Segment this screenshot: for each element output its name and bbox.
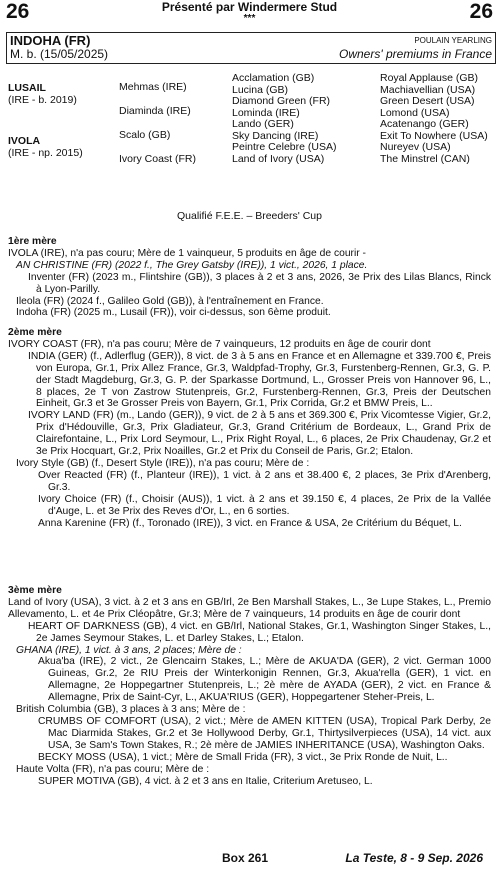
produce-line: HEART OF DARKNESS (GB), 4 vict. en GB/Irl, National Stakes, Gr.1, Washington Singer Stakes, L., 2e James Seymour Stakes, L. et Darley Stakes, L.; Etalon.	[28, 620, 491, 644]
produce-line: AN CHRISTINE (FR) (2022 f., The Grey Gatsby (IRE)), 1 vict., 2026, 1 place.	[16, 259, 368, 271]
lot-number-left: 26	[6, 0, 30, 23]
horse-name: INDOHA (FR)	[10, 33, 91, 48]
gen4-column	[380, 73, 488, 165]
produce-line: Ileola (FR) (2024 f., Galileo Gold (GB)), à l'entraînement en France.	[16, 295, 324, 307]
gen3-entry: Diamond Green (FR)	[232, 95, 331, 107]
gen2-dam-dam: Ivory Coast (FR)	[119, 153, 197, 165]
third-dam-section	[8, 585, 491, 787]
lot-number-right: 26	[469, 0, 493, 23]
gen4-entry: Exit To Nowhere (USA)	[380, 129, 488, 142]
gen4-entry: Green Desert (USA)	[380, 95, 475, 107]
gen4-entry: Acatenango (GER)	[380, 118, 469, 130]
produce-line: BECKY MOSS (USA), 1 vict.; Mère de Small Frida (FR), 3 vict., 3e Prix Ronde de Nuit, L..	[38, 751, 448, 763]
gen2-sire-sire: Mehmas (IRE)	[119, 81, 187, 93]
gen4-entry: The Minstrel (CAN)	[380, 152, 470, 165]
produce-line: SUPER MOTIVA (GB), 4 vict. à 2 et 3 ans en Italie, Criterium Aretuseo, L.	[38, 775, 373, 787]
produce-line: GHANA (IRE), 1 vict. à 3 ans, 2 places; Mère de :	[16, 644, 242, 656]
gen3-entry: Lando (GER)	[232, 118, 294, 130]
produce-line: Anna Karenine (FR) (f., Toronado (IRE)), 3 vict. en France & USA, 2e Critérium du Béquet, L.	[38, 517, 462, 529]
gen4-entry: Lomond (USA)	[380, 106, 450, 119]
identity-box	[6, 32, 496, 64]
qualification: Qualifié F.E.E. – Breeders' Cup	[177, 210, 322, 222]
dam-block	[8, 136, 83, 159]
first-dam-heading: 1ère mère	[8, 236, 57, 247]
second-dam-section	[8, 327, 491, 529]
dam-line: IVOLA (IRE), n'a pas couru; Mère de 1 vainqueur, 5 produits en âge de courir -	[8, 247, 366, 259]
third-dam-heading: 3ème mère	[8, 585, 62, 596]
gen3-column	[232, 73, 336, 165]
produce-line: Indoha (FR) (2025 m., Lusail (FR)), voir ci-dessus, son 6ème produit.	[16, 307, 331, 319]
produce-line: British Columbia (GB), 3 places à 3 ans; Mère de :	[16, 704, 246, 716]
sire-name: LUSAIL	[8, 82, 46, 94]
gen3-entry: Acclamation (GB)	[232, 72, 315, 84]
dam-name: IVOLA	[8, 135, 41, 147]
produce-line: Akua'ba (IRE), 2 vict., 2e Glencairn Stakes, L.; Mère de AKUA'DA (GER), 2 vict. German 1000 Guineas, Gr.2, 2e RIU Preis der Winterkonigin Rennen, Gr.3, Akua'rella (GER), 1 vict. en Allemagne, 2e Hoppegartner Stutenpreis, L.; 2è mère de AYADA (GER), 2 vict. en France & Allemagne, Prix de Saint-Cyr, L., AKUA'RIUS (GER), Hoppegartener Steher-Preis, L.	[38, 656, 491, 704]
gen3-entry: Sky Dancing (IRE)	[232, 129, 319, 142]
gen3-entry: Peintre Celebre (USA)	[232, 141, 337, 153]
horse-type: POULAIN YEARLING	[414, 36, 492, 45]
gen2-sire-dam: Diaminda (IRE)	[119, 105, 191, 117]
dam-line: IVORY COAST (FR), n'a pas couru; Mère de 7 vainqueurs, 12 produits en âge de courir dont	[8, 338, 431, 350]
dam-line: Land of Ivory (USA), 3 vict. à 2 et 3 ans en GB/Irl, 2e Ben Marshall Stakes, L., 3e Lupe Stakes, L., Premio Allevamento, L. et 4e Prix Cléopâtre, Gr.3; Mère de 7 vainqueurs, 14 produits en âge de courir dont	[8, 596, 491, 620]
gen3-entry: Lominda (IRE)	[232, 106, 300, 119]
second-dam-heading: 2ème mère	[8, 327, 62, 338]
owners-premium: Owners' premiums in France	[339, 47, 492, 61]
gen3-entry: Lucina (GB)	[232, 83, 289, 96]
birth-info: M. b. (15/05/2025)	[10, 47, 109, 61]
gen4-entry: Machiavellian (USA)	[380, 83, 476, 96]
produce-line: CRUMBS OF COMFORT (USA), 2 vict.; Mère de AMEN KITTEN (USA), Tropical Park Derby, 2e Mac Diarmida Stakes, Gr.2 et 3e Hollywood Derby, Gr.1, Thirtysilverpieces (USA), 14 vict. aux USA, 3e Sam's Town Stakes, R.; 2è mère de JAMIES INHERITANCE (USA), Washington Oaks.	[38, 715, 491, 751]
produce-line: INDIA (GER) (f., Adlerflug (GER)), 8 vict. de 3 à 5 ans en France et en Allemagne et 339.700 €, Preis von Europa, Gr.1, Prix Allez France, Gr.3, Waldpfad-Trophy, Gr.3, Furstenberg-Rennen, Gr.3, G. P. der Stadt Magdeburg, Gr.3, G. P. der Sparkasse Dortmund, L., Grosser Preis von Hannover 96, L., 8 places, 2e T von Zastrow Stutenpreis, Gr.2, Furstenberg-Rennen, Gr.3, Preis der Deutschen Einheit, Gr.3 et 3e Grosser Preis von Bayern, Gr.1, Prix Corrida, Gr.2 et BMW Preis, L..	[28, 350, 491, 410]
gen4-entry: Nureyev (USA)	[380, 141, 451, 153]
gen4-entry: Royal Applause (GB)	[380, 72, 479, 84]
presented-by	[0, 1, 499, 23]
sale-venue: La Teste, 8 - 9 Sep. 2026	[345, 851, 483, 865]
presenter-text: Présenté par Windermere Stud	[161, 0, 338, 14]
produce-line: Over Reacted (FR) (f., Planteur (IRE)), 1 vict. à 2 ans et 38.400 €, 2 places, 3e Prix d'Arenberg, Gr.3.	[38, 469, 491, 493]
produce-line: IVORY LAND (FR) (m., Lando (GER)), 9 vict. de 2 à 5 ans et 369.300 €, Prix Vicomtesse Vigier, Gr.2, Prix d'Hédouville, Gr.3, Prix Gladiateur, Gr.3, Grand Critérium de Bordeaux, L., Grand Prix de Clairefontaine, L., Prix Lord Seymour, L., Prix Right Royal, L., 6 places, 2e Prix Chaudenay, Gr.2 et 3e Prix Hocquart, Gr.2, Prix Noailles, Gr.2 et Prix du Conseil de Paris, Gr.2; Etalon.	[28, 410, 491, 458]
produce-line: Ivory Choice (FR) (f., Choisir (AUS)), 1 vict. à 2 ans et 39.150 €, 4 places, 2e Prix de la Vallée d'Auge, L. et 3e Prix des Reves d'Or, L., en 6 sorties.	[38, 493, 491, 517]
dam-info: (IRE - np. 2015)	[8, 146, 83, 159]
gen3-entry: Land of Ivory (USA)	[232, 152, 325, 165]
sire-block	[8, 83, 77, 106]
stars: ***	[243, 13, 256, 24]
sire-info: (IRE - b. 2019)	[8, 93, 77, 106]
gen2-dam-sire: Scalo (GB)	[119, 129, 171, 141]
box-number: Box 261	[222, 851, 269, 865]
first-dam-section	[8, 236, 491, 319]
produce-line: Ivory Style (GB) (f., Desert Style (IRE)), n'a pas couru; Mère de :	[16, 457, 310, 469]
produce-line: Inventer (FR) (2023 m., Flintshire (GB)), 3 places à 2 et 3 ans, 2026, 3e Prix des Lilas Blancs, Rinck à Lyon-Parilly.	[28, 271, 491, 295]
produce-line: Haute Volta (FR), n'a pas couru; Mère de :	[16, 763, 210, 775]
